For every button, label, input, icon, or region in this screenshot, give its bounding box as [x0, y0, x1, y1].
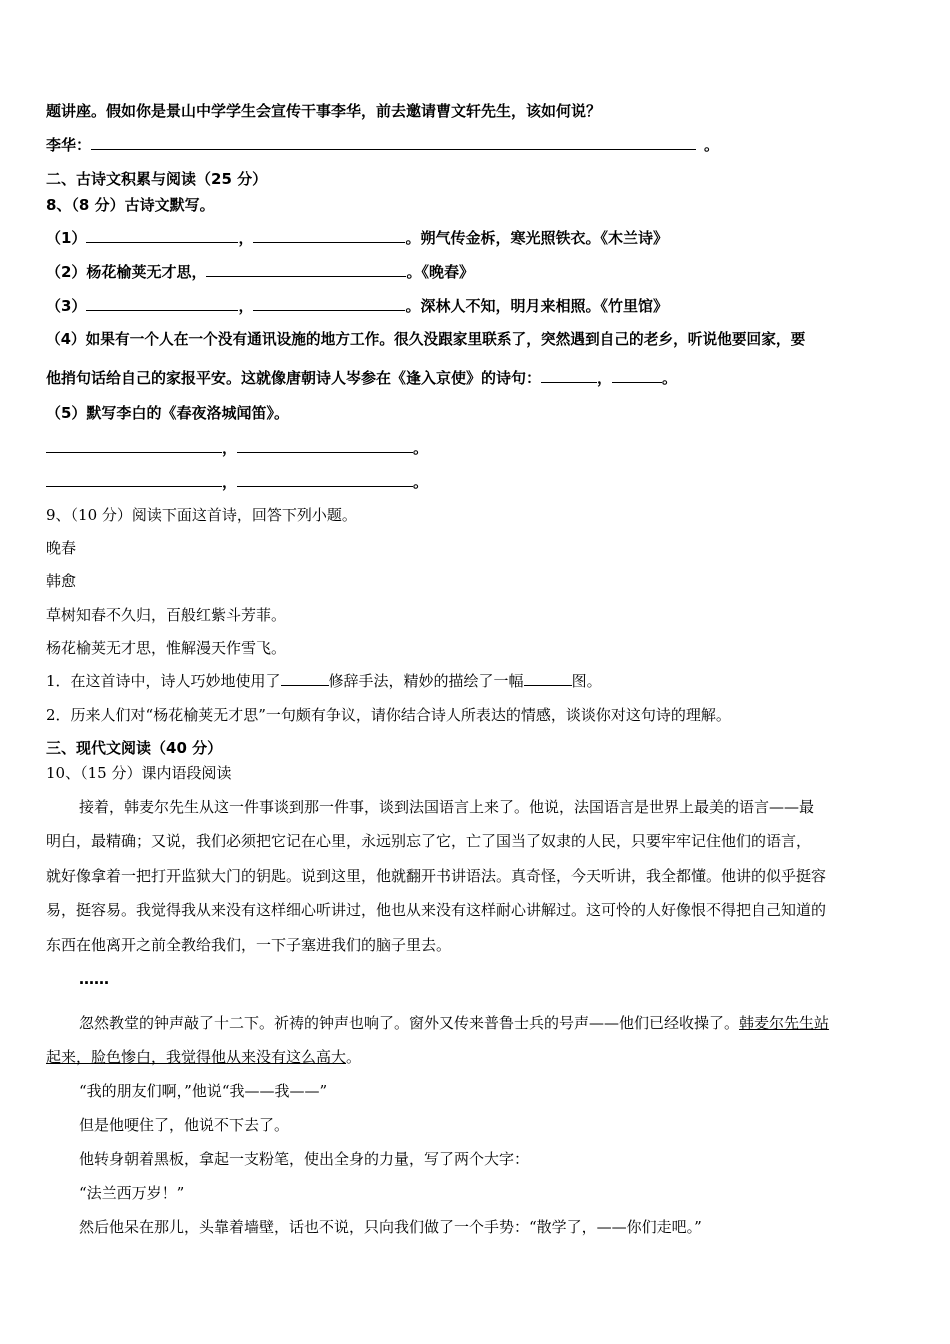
period: 。 — [413, 439, 429, 457]
q8-item-1 — [46, 228, 668, 248]
passage-line — [46, 1047, 361, 1067]
passage-line: 接着，韩麦尔先生从这一件事谈到那一件事，谈到法国语言上来了。他说，法国语言是世界上最美的语言——最 — [79, 798, 815, 816]
passage-line: 易，挺容易。我觉得我从来没有这样细心听讲过，他也从来没有这样耐心讲解过。这可怜的人好像恨不得把自己知道的 — [46, 901, 827, 919]
section2-heading: 二、古诗文积累与阅读（25 分） — [46, 170, 268, 188]
passage-line: 明白，最精确；又说，我们必须把它记在心里，永远别忘了它，亡了国当了奴隶的人民，只要牢牢记住他们的语言， — [46, 832, 812, 850]
q9-sub-2: 2．历来人们对“杨花榆荚无才思”一句颇有争议，请你结合诗人所表达的情感，谈谈你对这句诗的理解。 — [46, 706, 731, 724]
q8-item-4-text: 他捎句话给自己的家报平安。这就像唐朝诗人岑参在《逢入京使》的诗句： — [46, 369, 542, 387]
passage-text: 。 — [346, 1048, 362, 1066]
passage-line: 就好像拿着一把打开监狱大门的钥匙。说到这里，他就翻开书讲语法。真奇怪，今天听讲，我全都懂。他讲的似乎挺容 — [46, 867, 827, 885]
q9-sub-1-blank-b[interactable] — [524, 671, 572, 686]
q8-item-2-tail: 。《晚春》 — [406, 263, 474, 281]
q9-sub-1-blank-a[interactable] — [281, 671, 329, 686]
q8-item-3-blank-a[interactable] — [86, 296, 238, 311]
underlined-sentence: 韩麦尔先生站 — [739, 1014, 830, 1032]
passage-line: 但是他哽住了，他说不下去了。 — [79, 1116, 290, 1134]
comma: ， — [222, 439, 238, 457]
comma: ， — [597, 369, 613, 387]
q9-sub-1-mid: 修辞手法，精妙的描绘了一幅 — [328, 672, 524, 690]
lihua-label: 李华： — [46, 136, 92, 154]
q9-sub-1-end: 图。 — [571, 672, 602, 690]
q8-item-5: （5）默写李白的《春夜洛城闻笛》。 — [46, 404, 289, 422]
period: 。 — [413, 473, 429, 491]
q8-item-4-blank-b[interactable] — [612, 368, 662, 383]
poem-line-1: 草树知春不久归，百般红紫斗芳菲。 — [46, 606, 287, 624]
q8-item-5-blank-b[interactable] — [237, 438, 413, 453]
passage-line — [79, 1013, 829, 1033]
q8-item-1-blank-a[interactable] — [86, 228, 238, 243]
q8-item-5-blank-d[interactable] — [237, 472, 413, 487]
lihua-answer-line — [46, 135, 719, 155]
ellipsis: …… — [79, 970, 109, 988]
q9-sub-1-head: 1．在这首诗中，诗人巧妙地使用了 — [46, 672, 281, 690]
comma: ， — [238, 229, 254, 247]
q8-item-5-blank-c[interactable] — [46, 472, 222, 487]
passage-line: 东西在他离开之前全教给我们，一下子塞进我们的脑子里去。 — [46, 936, 452, 954]
q10-title: 10、（15 分）课内语段阅读 — [46, 764, 232, 782]
q8-item-3-num: （3） — [46, 297, 87, 315]
passage-text: 忽然教堂的钟声敲了十二下。祈祷的钟声也响了。窗外又传来普鲁士兵的号声——他们已经收操了。 — [79, 1014, 740, 1032]
q8-item-5-blank-a[interactable] — [46, 438, 222, 453]
q8-item-2 — [46, 262, 474, 282]
section3-heading: 三、现代文阅读（40 分） — [46, 739, 223, 757]
q8-item-2-head: （2）杨花榆荚无才思， — [46, 263, 207, 281]
underlined-sentence: 起来，脸色惨白，我觉得他从来没有这么高大 — [46, 1048, 347, 1066]
q8-item-1-tail: 。朔气传金柝，寒光照铁衣。《木兰诗》 — [405, 229, 668, 247]
intro-line: 题讲座。假如你是景山中学学生会宣传干事李华，前去邀请曹文轩先生，该如何说？ — [46, 102, 602, 120]
passage-line: 他转身朝着黑板，拿起一支粉笔，使出全身的力量，写了两个大字： — [79, 1150, 530, 1168]
q8-item-1-blank-b[interactable] — [253, 228, 405, 243]
comma: ， — [238, 297, 254, 315]
poem-author: 韩愈 — [46, 572, 77, 590]
passage-quote: “法兰西万岁！” — [79, 1184, 185, 1202]
q8-title: 8、（8 分）古诗文默写。 — [46, 196, 215, 214]
q9-sub-1 — [46, 671, 602, 691]
q8-item-3 — [46, 296, 668, 316]
q9-title: 9、（10 分）阅读下面这首诗，回答下列小题。 — [46, 506, 357, 524]
q8-item-2-blank[interactable] — [206, 262, 406, 277]
poem-line-2: 杨花榆荚无才思，惟解漫天作雪飞。 — [46, 639, 287, 657]
q8-item-5-answer-2 — [46, 472, 428, 492]
q8-item-1-num: （1） — [46, 229, 87, 247]
q8-item-4-end: 。 — [662, 369, 678, 387]
passage-line: 然后他呆在那儿，头靠着墙壁，话也不说，只向我们做了一个手势：“散学了，——你们走吧。” — [79, 1218, 702, 1236]
lihua-answer-blank[interactable] — [91, 135, 696, 150]
q8-item-4-line1: （4）如果有一个人在一个没有通讯设施的地方工作。很久没跟家里联系了，突然遇到自己的老乡，听说他要回家，要 — [46, 331, 806, 348]
passage-quote: “我的朋友们啊，”他说“我——我——” — [79, 1082, 328, 1100]
q8-item-5-answer-1 — [46, 438, 428, 458]
comma: ， — [222, 473, 238, 491]
q8-item-3-tail: 。深林人不知，明月来相照。《竹里馆》 — [405, 297, 668, 315]
q8-item-3-blank-b[interactable] — [253, 296, 405, 311]
lihua-end: 。 — [704, 136, 720, 154]
poem-title: 晚春 — [46, 539, 77, 557]
q8-item-4-blank-a[interactable] — [541, 368, 597, 383]
q8-item-4-line2 — [46, 368, 677, 388]
